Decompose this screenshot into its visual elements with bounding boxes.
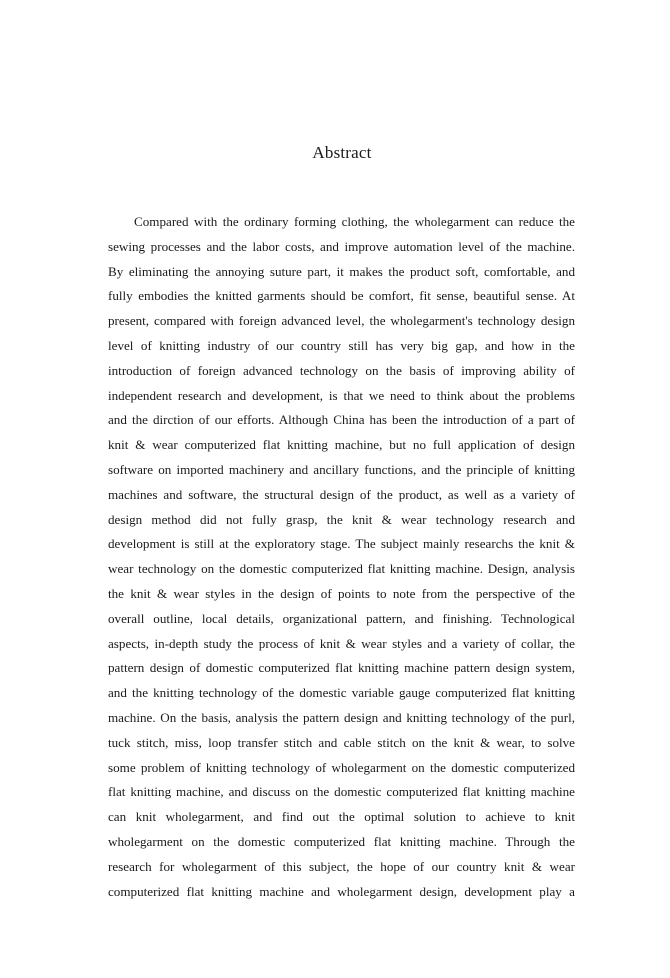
- abstract-line: present, compared with foreign advanced level, the wholegarment's technology design: [108, 313, 575, 329]
- abstract-line: aspects, in-depth study the process of knit & wear styles and a variety of collar, the: [108, 635, 575, 651]
- abstract-line: computerized flat knitting machine and wholegarment design, development play a: [108, 883, 575, 899]
- abstract-body: [108, 210, 575, 904]
- abstract-line: Compared with the ordinary forming clothing, the wholegarment can reduce the: [134, 214, 575, 229]
- abstract-line: By eliminating the annoying suture part, it makes the product soft, comfortable, and: [108, 263, 575, 279]
- abstract-line: level of knitting industry of our country still has very big gap, and how in the: [108, 337, 575, 353]
- abstract-line: pattern design of domestic computerized flat knitting machine pattern design system,: [108, 660, 575, 676]
- abstract-line: research for wholegarment of this subject, the hope of our country knit & wear: [108, 858, 575, 874]
- abstract-line: flat knitting machine, and discuss on the domestic computerized flat knitting machine: [108, 784, 575, 800]
- abstract-line: design method did not fully grasp, the knit & wear technology research and: [108, 511, 575, 527]
- abstract-line: machines and software, the structural design of the product, as well as a variety of: [108, 486, 575, 502]
- abstract-line: introduction of foreign advanced technology on the basis of improving ability of: [108, 362, 575, 378]
- abstract-line: can knit wholegarment, and find out the optimal solution to achieve to knit: [108, 809, 575, 825]
- abstract-line: and the dirction of our efforts. Although China has been the introduction of a part of: [108, 412, 575, 428]
- abstract-line: development is still at the exploratory stage. The subject mainly researchs the knit &: [108, 536, 575, 552]
- abstract-line: knit & wear computerized flat knitting machine, but no full application of design: [108, 437, 575, 453]
- abstract-line: and the knitting technology of the domestic variable gauge computerized flat knitting: [108, 685, 575, 701]
- abstract-line: some problem of knitting technology of wholegarment on the domestic computerized: [108, 759, 575, 775]
- abstract-line: machine. On the basis, analysis the pattern design and knitting technology of the purl,: [108, 709, 575, 725]
- abstract-title: Abstract: [312, 143, 372, 162]
- abstract-line: software on imported machinery and ancillary functions, and the principle of knitting: [108, 461, 575, 477]
- abstract-line: fully embodies the knitted garments should be comfort, fit sense, beautiful sense. At: [108, 288, 575, 304]
- abstract-line: wholegarment on the domestic computerized flat knitting machine. Through the: [108, 833, 575, 849]
- abstract-line: sewing processes and the labor costs, and improve automation level of the machine.: [108, 238, 575, 254]
- abstract-line: the knit & wear styles in the design of points to note from the perspective of the: [108, 585, 575, 601]
- abstract-line: tuck stitch, miss, loop transfer stitch and cable stitch on the knit & wear, to solve: [108, 734, 575, 750]
- abstract-line: overall outline, local details, organizational pattern, and finishing. Technological: [108, 610, 575, 626]
- abstract-line: wear technology on the domestic computerized flat knitting machine. Design, analysis: [108, 561, 575, 577]
- abstract-line: independent research and development, is that we need to think about the problems: [108, 387, 575, 403]
